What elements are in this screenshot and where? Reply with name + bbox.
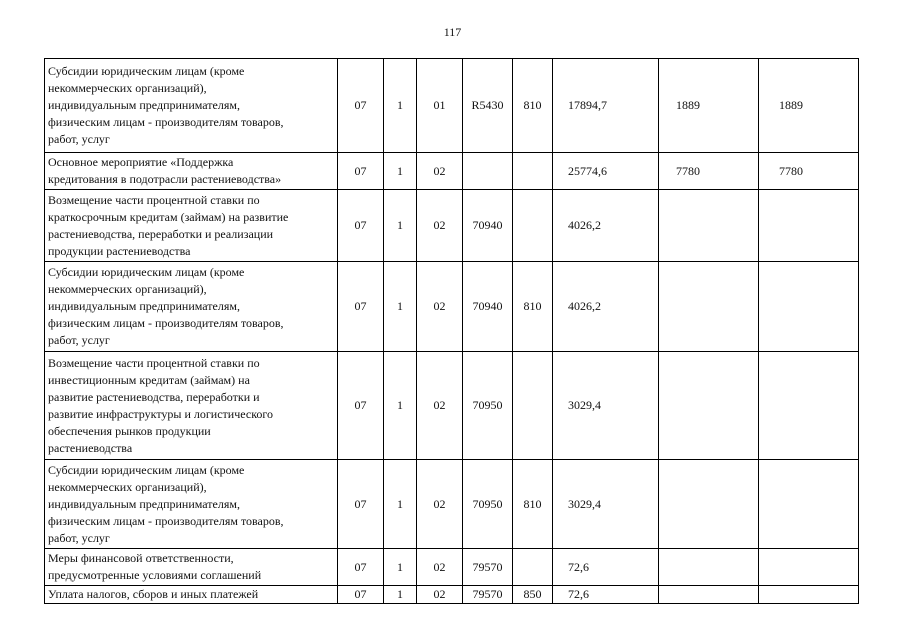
row-code: 02 [417,190,463,262]
row-name: Уплата налогов, сборов и иных платежей [45,586,338,604]
row-csr: 70940 [463,262,513,352]
row-vr: 850 [513,586,553,604]
row-name: Субсидии юридическим лицам (кроме некоммерческих организаций), индивидуальным предпринимателям, физическим лицам - производителям товаров, работ, услуг [45,262,338,352]
row-vr: 810 [513,262,553,352]
row-code: 02 [417,586,463,604]
row-vr [513,352,553,460]
table-row [45,153,859,190]
row-pr: 1 [384,190,417,262]
row-name: Субсидии юридическим лицам (кроме некоммерческих организаций), индивидуальным предпринимателям, физическим лицам - производителям товаров, работ, услуг [45,460,338,549]
row-sum-1: 4026,2 [553,190,659,262]
row-pr: 1 [384,586,417,604]
table-row [45,262,859,352]
row-sum-1: 25774,6 [553,153,659,190]
row-csr [463,153,513,190]
row-name: Основное мероприятие «Поддержка кредитования в подотрасли растениеводства» [45,153,338,190]
row-vr: 810 [513,59,553,153]
table-row [45,460,859,549]
row-sum-3 [759,352,859,460]
row-pr: 1 [384,460,417,549]
row-code: 02 [417,549,463,586]
row-rz: 07 [338,549,384,586]
row-sum-1: 72,6 [553,549,659,586]
table-row [45,549,859,586]
row-csr: 79570 [463,586,513,604]
row-sum-2 [659,352,759,460]
row-csr: 70950 [463,352,513,460]
page-number: 117 [443,25,462,39]
row-sum-3: 1889 [759,59,859,153]
row-code: 02 [417,153,463,190]
table-row [45,59,859,153]
row-code: 01 [417,59,463,153]
row-name: Возмещение части процентной ставки по инвестиционным кредитам (займам) на развитие растениеводства, переработки и развитие инфраструктуры и логистического обеспечения рынков продукции растениеводства [45,352,338,460]
row-csr: 70950 [463,460,513,549]
row-sum-3 [759,586,859,604]
row-sum-2 [659,586,759,604]
row-rz: 07 [338,586,384,604]
row-rz: 07 [338,190,384,262]
row-sum-2 [659,190,759,262]
row-vr [513,190,553,262]
row-rz: 07 [338,59,384,153]
table-row [45,190,859,262]
row-sum-1: 3029,4 [553,352,659,460]
row-vr [513,153,553,190]
table-row [45,586,859,604]
row-code: 02 [417,460,463,549]
row-sum-1: 72,6 [553,586,659,604]
row-pr: 1 [384,153,417,190]
row-pr: 1 [384,59,417,153]
row-sum-2 [659,549,759,586]
row-sum-2: 7780 [659,153,759,190]
row-sum-1: 3029,4 [553,460,659,549]
row-name: Возмещение части процентной ставки по краткосрочным кредитам (займам) на развитие растениеводства, переработки и реализации продукции растениеводства [45,190,338,262]
row-sum-1: 17894,7 [553,59,659,153]
row-pr: 1 [384,549,417,586]
row-sum-3 [759,460,859,549]
row-sum-1: 4026,2 [553,262,659,352]
row-rz: 07 [338,153,384,190]
row-sum-2 [659,460,759,549]
row-csr: 70940 [463,190,513,262]
row-rz: 07 [338,460,384,549]
row-sum-3 [759,262,859,352]
budget-table [44,58,859,604]
row-code: 02 [417,262,463,352]
row-name: Меры финансовой ответственности, предусмотренные условиями соглашений [45,549,338,586]
row-csr: 79570 [463,549,513,586]
row-code: 02 [417,352,463,460]
table-row [45,352,859,460]
row-sum-3: 7780 [759,153,859,190]
row-rz: 07 [338,262,384,352]
row-pr: 1 [384,352,417,460]
row-sum-3 [759,549,859,586]
row-pr: 1 [384,262,417,352]
row-vr: 810 [513,460,553,549]
row-name: Субсидии юридическим лицам (кроме некоммерческих организаций), индивидуальным предпринимателям, физическим лицам - производителям товаров, работ, услуг [45,59,338,153]
row-sum-2 [659,262,759,352]
row-sum-3 [759,190,859,262]
row-vr [513,549,553,586]
row-csr: R5430 [463,59,513,153]
row-rz: 07 [338,352,384,460]
row-sum-2: 1889 [659,59,759,153]
